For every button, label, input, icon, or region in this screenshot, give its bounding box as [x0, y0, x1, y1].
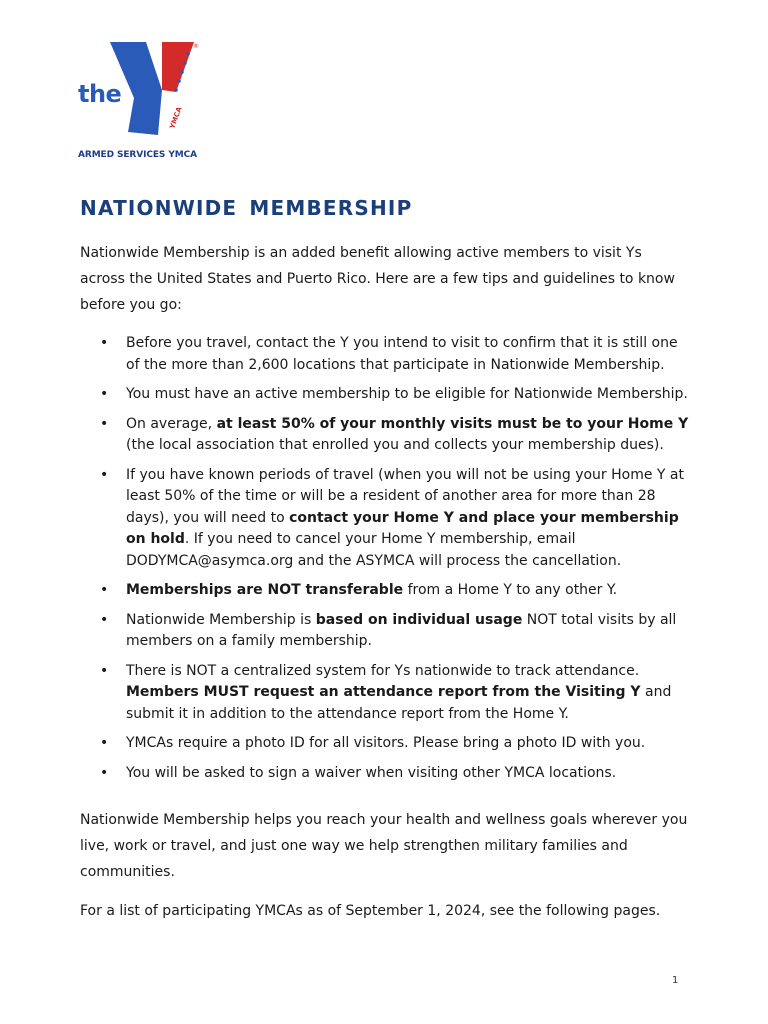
list-item: • If you have known periods of travel (when you will not be using your Home Y at least 50% of the time or will be a resident of another area for more than 28 days), you will need to contact your Home Y and place your membership on hold. If you need to cancel your Home Y membership, email DODYMCA@asymca.org and the ASYMCA will process the cancellation.: [100, 466, 685, 569]
list-item: • You will be asked to sign a waiver when visiting other YMCA locations.: [80, 763, 690, 785]
bullet-icon: •: [100, 611, 109, 628]
bullet-icon: •: [100, 764, 109, 781]
page-number: 1: [672, 975, 679, 986]
bullet-icon: •: [100, 582, 109, 598]
bullet-icon: •: [100, 466, 109, 483]
list-item: • YMCAs require a photo ID for all visitors. Please bring a photo ID with you.: [80, 733, 690, 755]
list-item: • On average, at least 50% of your monthly visits must be to your Home Y (the local association that enrolled you and collects your membership dues).: [100, 415, 689, 453]
tips-list: [80, 333, 690, 792]
intro-paragraph: Nationwide Membership is an added benefit allowing active members to visit Ys across the United States and Puerto Rico. Here are a few tips and guidelines to know before you go:: [80, 245, 675, 313]
bullet-icon: •: [100, 735, 109, 751]
bullet-icon: •: [100, 415, 109, 432]
list-item: • You must have an active membership to be eligible for Nationwide Membership.: [80, 384, 690, 406]
logo-caption: ARMED SERVICES YMCA: [78, 150, 197, 160]
list-item: • Memberships are NOT transferable from a Home Y to any other Y.: [80, 580, 690, 602]
closing-paragraph: Nationwide Membership helps you reach your health and wellness goals wherever you live, work or travel, and just one way we help strengthen military families and communities.: [80, 812, 688, 880]
list-item: • Before you travel, contact the Y you intend to visit to confirm that it is still one of the more than 2,600 locations that participate in Nationwide Membership.: [100, 335, 678, 373]
participating-list-note: For a list of participating YMCAs as of September 1, 2024, see the following pages.: [80, 903, 661, 919]
asymca-logo: [76, 40, 206, 165]
bullet-icon: •: [100, 335, 109, 351]
list-item: • There is NOT a centralized system for Ys nationwide to track attendance. Members MUST request an attendance report from the Visiting Y and submit it in addition to the attendance report from the Home Y.: [100, 662, 672, 722]
bullet-icon: •: [100, 386, 109, 402]
logo-ymca-text: YMCA: [168, 105, 184, 130]
list-item: • Nationwide Membership is based on individual usage NOT total visits by all members on a family membership.: [100, 611, 677, 649]
bullet-icon: •: [100, 662, 109, 679]
page-title: NATIONWIDE MEMBERSHIP: [80, 196, 413, 220]
logo-the-text: the: [78, 80, 122, 108]
svg-text:®: ®: [193, 43, 199, 50]
